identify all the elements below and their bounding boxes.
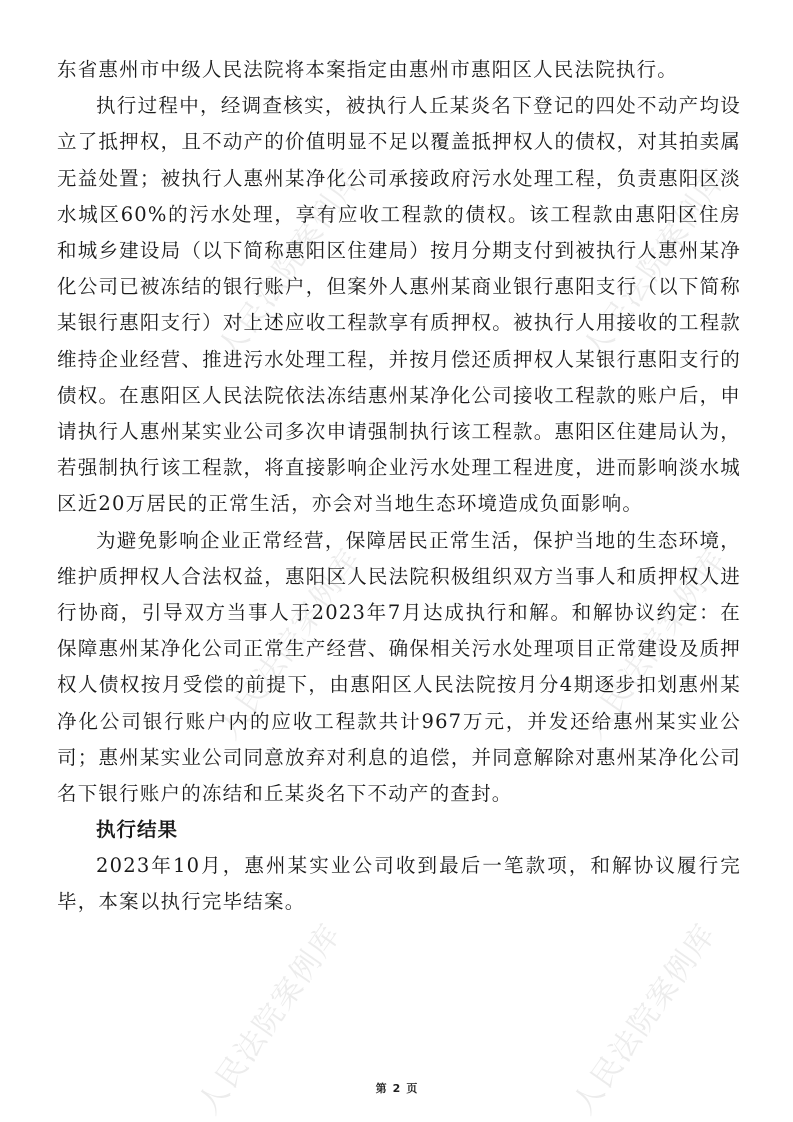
paragraph-execution-process: 执行过程中，经调查核实，被执行人丘某炎名下登记的四处不动产均设立了抵押权，且不动产的价值明显不足以覆盖抵押权人的债权，对其拍卖属无益处置；被执行人惠州某净化公司承接政府污水处理工程，负责惠阳区淡水城区60%的污水处理，享有应收工程款的债权。该工程款由惠阳区住房和城乡建设局（以下简称惠阳区住建局）按月分期支付到被执行人惠州某净化公司已被冻结的银行账户，但案外人惠州某商业银行惠阳支行（以下简称某银行惠阳支行）对上述应收工程款享有质押权。被执行人用接收的工程款维持企业经营、推进污水处理工程，并按月偿还质押权人某银行惠阳支行的债权。在惠阳区人民法院依法冻结惠州某净化公司接收工程款的账户后，申请执行人惠州某实业公司多次申请强制执行该工程款。惠阳区住建局认为，若强制执行该工程款，将直接影响企业污水处理工程进度，进而影响淡水城区近20万居民的正常生活，亦会对当地生态环境造成负面影响。	[57, 94, 741, 516]
watermark-text: 人民法院案例库	[566, 917, 724, 1121]
watermark-text: 人民法院案例库	[211, 162, 369, 366]
page-number-suffix: 页	[406, 1082, 418, 1095]
watermark-text: 人民法院案例库	[576, 162, 734, 366]
page-footer	[0, 1080, 793, 1096]
watermark-text: 人民法院案例库	[576, 542, 734, 746]
paragraph-continuation: 东省惠州市中级人民法院将本案指定由惠州市惠阳区人民法院执行。	[57, 58, 679, 81]
section-heading: 执行结果	[96, 818, 179, 842]
page-number: 2	[392, 1082, 401, 1095]
document-body	[57, 52, 741, 921]
watermark-text: 人民法院案例库	[211, 542, 369, 746]
paragraph-settlement: 为避免影响企业正常经营，保障居民正常生活，保护当地的生态环境，维护质押权人合法权益，惠阳区人民法院积极组织双方当事人和质押权人进行协商，引导双方当事人于2023年7月达成执行和解。和解协议约定：在保障惠州某净化公司正常生产经营、确保相关污水处理项目正常建设及质押权人债权按月受偿的前提下，由惠阳区人民法院按月分4期逐步扣划惠州某净化公司银行账户内的应收工程款共计967万元，并发还给惠州某实业公司；惠州某实业公司同意放弃对利息的追偿，并同意解除对惠州某净化公司名下银行账户的冻结和丘某炎名下不动产的查封。	[57, 528, 741, 806]
page-number-prefix: 第	[375, 1082, 387, 1095]
watermark-text: 人民法院案例库	[191, 917, 349, 1121]
paragraph-result: 2023年10月，惠州某实业公司收到最后一笔款项，和解协议履行完毕，本案以执行完毕结案。	[57, 854, 741, 914]
